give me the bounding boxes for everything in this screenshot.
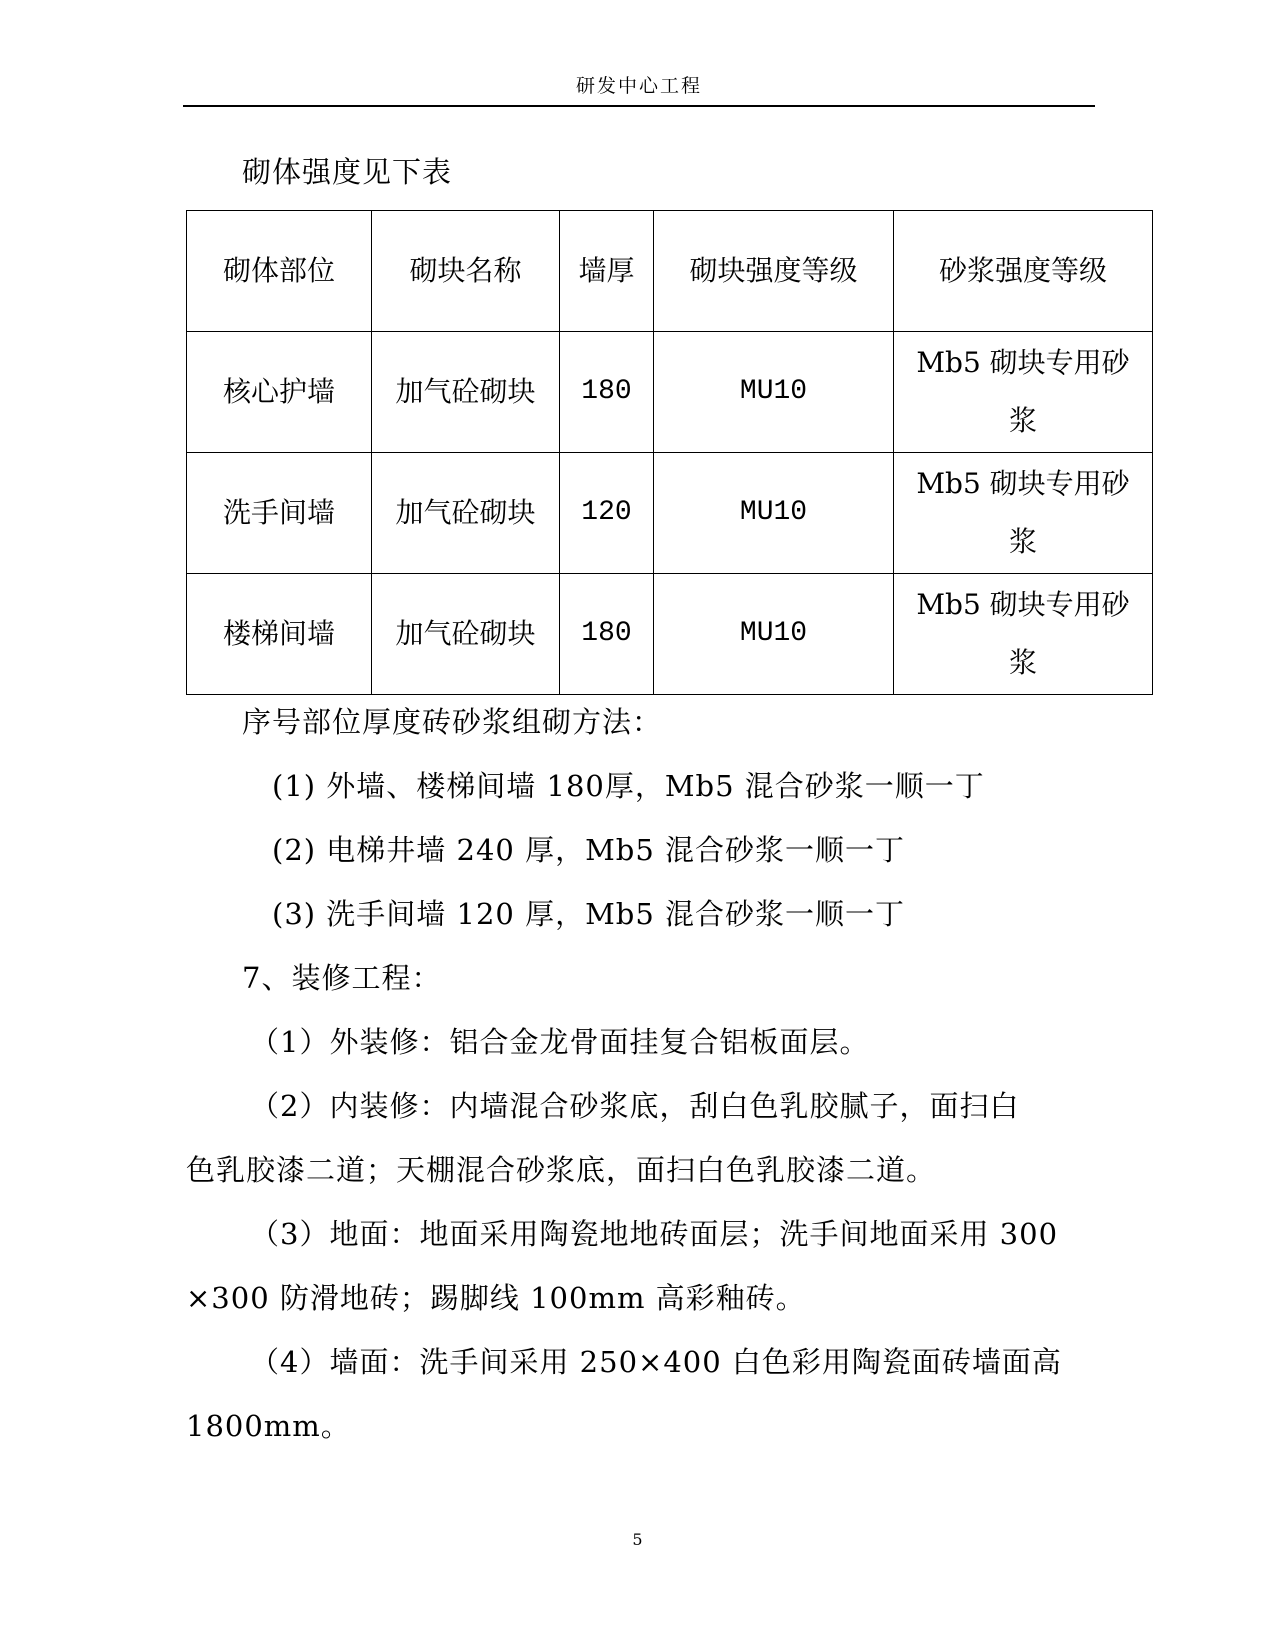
table-cell: Mb5 砌块专用砂浆 [894, 332, 1153, 453]
section-title: 7、装修工程： [242, 961, 442, 995]
paragraph: （4）墙面：洗手间采用 250×400 白色彩用陶瓷面砖墙面高 [250, 1345, 1062, 1379]
method-item: (3) 洗手间墙 120 厚，Mb5 混合砂浆一顺一丁 [272, 897, 906, 931]
method-title: 序号部位厚度砖砂浆组砌方法： [242, 705, 663, 739]
table-row [187, 332, 1153, 453]
paragraph: （3）地面：地面采用陶瓷地地砖面层；洗手间地面采用 300 [250, 1217, 1059, 1251]
page-header [183, 72, 1095, 107]
table-cell: 180 [560, 574, 654, 695]
paragraph: （2）内装修：内墙混合砂浆底，刮白色乳胶腻子，面扫白 [250, 1089, 1020, 1123]
table-cell: 加气砼砌块 [372, 453, 560, 574]
method-item: (1) 外墙、楼梯间墙 180厚，Mb5 混合砂浆一顺一丁 [272, 769, 985, 803]
header-cell: 砌块名称 [372, 211, 560, 332]
table-row [187, 453, 1153, 574]
table-cell: MU10 [654, 453, 894, 574]
masonry-strength-table [186, 210, 1153, 695]
paragraph-continuation: ×300 防滑地砖；踢脚线 100mm 高彩釉砖。 [186, 1281, 806, 1315]
table-cell: MU10 [654, 332, 894, 453]
intro-text: 砌体强度见下表 [242, 155, 453, 189]
paragraph-continuation: 1800mm。 [186, 1409, 351, 1443]
header-cell: 砌体部位 [187, 211, 372, 332]
header-cell: 墙厚 [560, 211, 654, 332]
table-cell: 加气砼砌块 [372, 574, 560, 695]
table-row [187, 574, 1153, 695]
page-number: 5 [632, 1530, 643, 1549]
header-cell: 砂浆强度等级 [894, 211, 1153, 332]
paragraph-continuation: 色乳胶漆二道；天棚混合砂浆底，面扫白色乳胶漆二道。 [186, 1153, 937, 1187]
header-title: 研发中心工程 [575, 75, 702, 97]
table-cell: 120 [560, 453, 654, 574]
table-cell: 洗手间墙 [187, 453, 372, 574]
table-cell: Mb5 砌块专用砂浆 [894, 574, 1153, 695]
table-cell: 楼梯间墙 [187, 574, 372, 695]
table-cell: Mb5 砌块专用砂浆 [894, 453, 1153, 574]
table-header-row [187, 211, 1153, 332]
paragraph: （1）外装修：铝合金龙骨面挂复合铝板面层。 [250, 1025, 870, 1059]
table-cell: MU10 [654, 574, 894, 695]
table-cell: 加气砼砌块 [372, 332, 560, 453]
table-cell: 核心护墙 [187, 332, 372, 453]
table-cell: 180 [560, 332, 654, 453]
method-item: (2) 电梯井墙 240 厚，Mb5 混合砂浆一顺一丁 [272, 833, 906, 867]
header-cell: 砌块强度等级 [654, 211, 894, 332]
